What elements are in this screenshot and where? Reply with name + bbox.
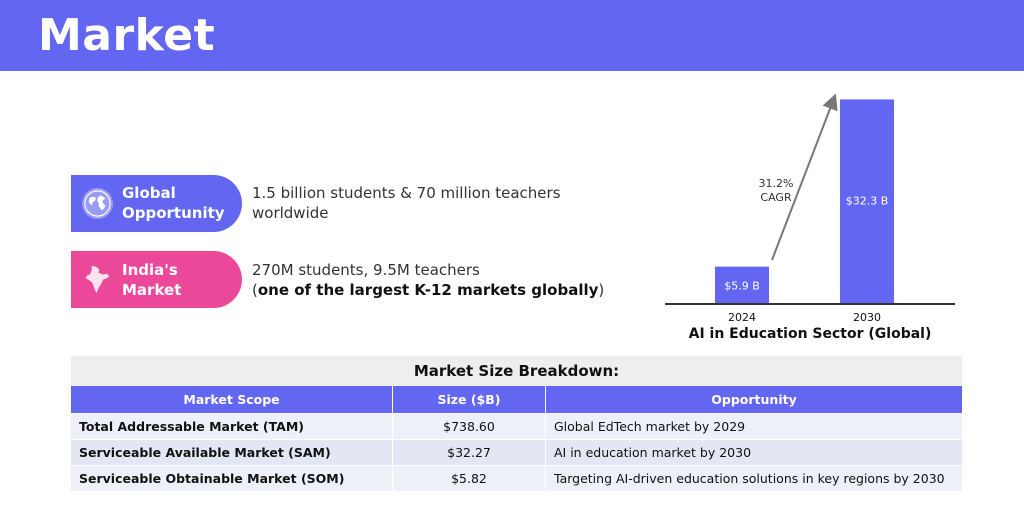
cell-size: $738.60 [393, 414, 546, 440]
column-header-scope: Market Scope [71, 386, 393, 414]
chart-title: AI in Education Sector (Global) [688, 326, 932, 342]
ai-education-chart [650, 85, 970, 350]
india-market-card [71, 251, 242, 308]
global-opportunity-card [71, 175, 242, 232]
column-header-opportunity: Opportunity [546, 386, 963, 414]
x-tick-label: 2024 [728, 311, 756, 324]
page-title: Market [38, 10, 216, 61]
bar-data-label: $32.3 B [845, 194, 889, 208]
cagr-label: CAGR [760, 191, 792, 204]
cell-opportunity: Targeting AI-driven education solutions in key regions by 2030 [546, 466, 963, 492]
table-header-row [71, 386, 962, 414]
cell-scope: Total Addressable Market (TAM) [71, 414, 393, 440]
india-market-highlight: one of the largest K-12 markets globally [257, 281, 599, 299]
cell-scope: Serviceable Obtainable Market (SOM) [71, 466, 393, 492]
cell-opportunity: AI in education market by 2030 [546, 440, 963, 466]
cagr-value: 31.2% [758, 177, 794, 190]
cell-opportunity: Global EdTech market by 2029 [546, 414, 963, 440]
cell-size: $32.27 [393, 440, 546, 466]
global-opportunity-text: 1.5 billion students & 70 million teachers worldwide [252, 184, 561, 222]
header-bar [0, 0, 1024, 71]
cell-scope: Serviceable Available Market (SAM) [71, 440, 393, 466]
table-row [71, 440, 962, 466]
table-title: Market Size Breakdown: [71, 356, 962, 386]
india-map-icon [81, 263, 114, 296]
table-row [71, 414, 962, 440]
global-opportunity-label: Global Opportunity [122, 184, 225, 222]
cell-size: $5.82 [393, 466, 546, 492]
india-market-text: 270M students, 9.5M teachers (one of the largest K-12 markets globally) [252, 261, 605, 299]
globe-icon [81, 187, 114, 220]
bar-data-label: $5.9 B [724, 279, 760, 293]
india-market-label: India's Market [122, 261, 182, 299]
x-tick-label: 2030 [853, 311, 881, 324]
table-row [71, 466, 962, 492]
column-header-size: Size ($B) [393, 386, 546, 414]
market-size-table [71, 356, 962, 490]
